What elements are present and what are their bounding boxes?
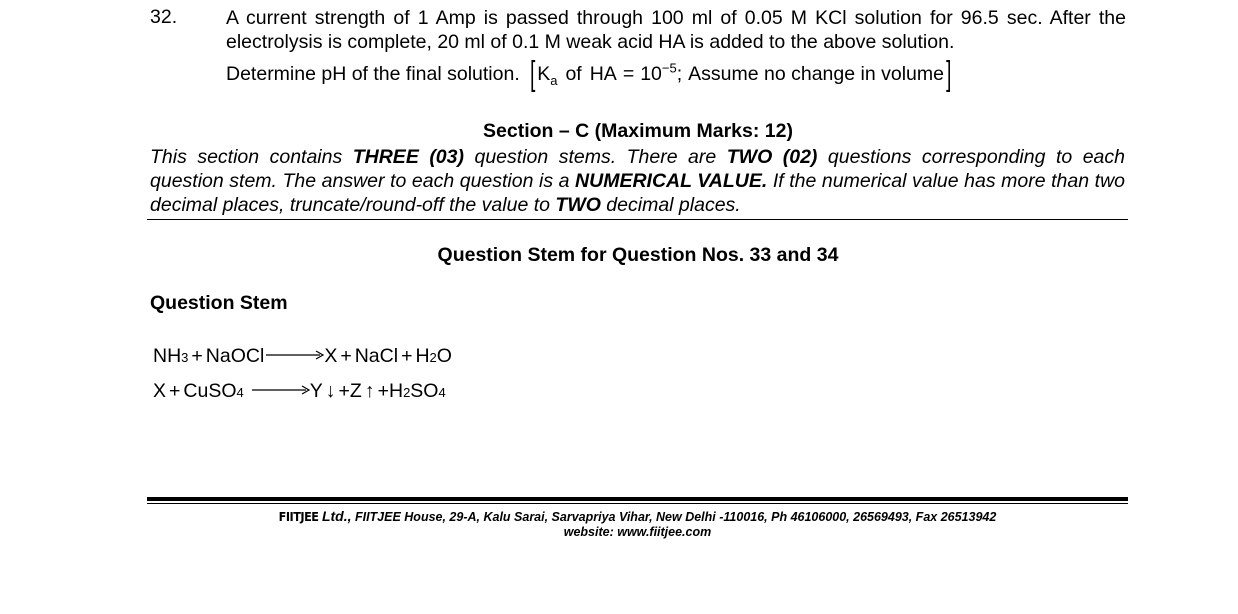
ka-symbol: $K_a$ [537, 62, 558, 88]
ka-of: of [565, 62, 582, 85]
right-bracket-icon: ] [946, 55, 952, 93]
ka-bracket [528, 55, 954, 93]
down-arrow-icon: ↓ [325, 380, 336, 402]
stem-heading: Question Stem for Question Nos. 33 and 34 [437, 244, 839, 266]
ka-semicolon: ; [676, 62, 683, 85]
stem-label: Question Stem [150, 292, 288, 314]
question-text: A current strength of 1 Amp is passed through 100 ml of 0.05 M KCl solution for 96.5 sec. After the electrolysis is complete, 20 ml of 0.1 M weak acid HA is added to the above solution. [226, 7, 1126, 53]
ka-equals: = [622, 62, 635, 85]
equation-1: NH 3 + NaOCl X + NaCl + H 2 O [153, 345, 452, 367]
equation-2: X + CuSO 4 Y ↓ + Z ↑ + H 2 SO 4 [153, 380, 446, 402]
question-number: 32. [150, 6, 178, 28]
footer-rule-thick [147, 497, 1128, 501]
footer-address: FIITJEE House, 29-A, Kalu Sarai, Sarvapriya Vihar, New Delhi -110016, Ph 46106000, 26569493, Fax 26513942 [354, 510, 997, 524]
footer-rule-thin [147, 503, 1128, 504]
ka-value: $10^{-5}$ [640, 60, 677, 85]
footer-brand: FIITJEE [278, 509, 319, 524]
question-lead: Determine pH of the final solution. [226, 62, 520, 85]
question-last-line [226, 55, 1126, 93]
question-32 [150, 6, 1126, 93]
footer-ltd: Ltd., [321, 508, 352, 524]
footer [147, 509, 1128, 540]
ka-note: Assume no change in volume [688, 62, 944, 85]
section-title: Section – C (Maximum Marks: 12) [483, 120, 793, 142]
up-arrow-icon: ↑ [364, 380, 375, 402]
section-divider [147, 219, 1128, 220]
ka-ha: HA [589, 62, 617, 85]
footer-website: website: www.fiitjee.com [563, 525, 712, 539]
section-instructions: This section contains THREE (03) question stems. There are TWO (02) questions corresponding to each question stem. The answer to each question is a NUMERICAL VALUE. If the numerical value has more than two decimal places, truncate/round-off the value to TWO decimal places. [150, 146, 1125, 216]
right-arrow-icon [266, 360, 316, 362]
right-arrow-icon [252, 395, 302, 397]
left-bracket-icon: [ [529, 55, 536, 93]
footer-address-line [147, 509, 1128, 525]
